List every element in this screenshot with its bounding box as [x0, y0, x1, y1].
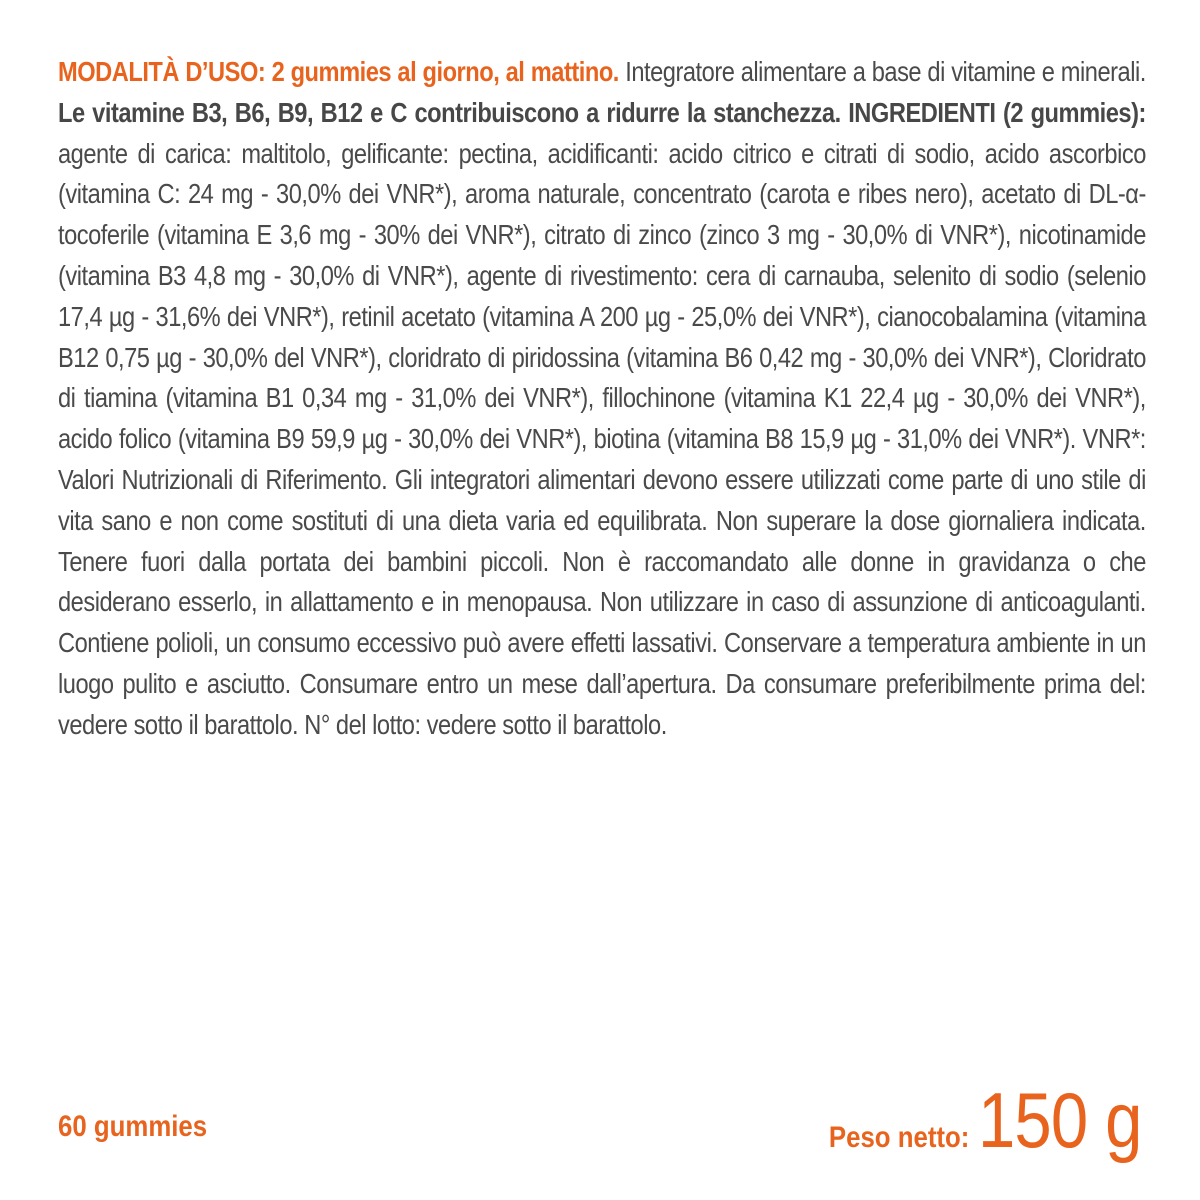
net-weight-label: Peso netto: [829, 1121, 970, 1154]
usage-heading: MODALITÀ D’USO: 2 gummies al giorno, al mattino. [58, 56, 619, 87]
gummies-count: 60 gummies [58, 1110, 208, 1143]
ingredients-text: agente di carica: maltitolo, gelificante: pectina, acidificanti: acido citrico e citrati di sodio, acido ascorbico (vitamina C: 24 mg - 30,0% dei VNR*), aroma naturale, concentrato (carota e ribes nero), acetato di DL-α-tocoferile (vitamina E 3,6 mg - 30% dei VNR*), citrato di zinco (zinco 3 mg - 30,0% di VNR*), nicotinamide (vitamina B3 4,8 mg - 30,0% di VNR*), agente di rivestimento: cera di carnauba, selenito di sodio (selenio 17,4 µg - 31,6% dei VNR*), retinil acetato (vitamina A 200 µg - 25,0% dei VNR*), cianocobalamina (vitamina B12 0,75 µg - 30,0% del VNR*), cloridrato di piridossina (vitamina B6 0,42 mg - 30,0% dei VNR*), Cloridrato di tiamina (vitamina B1 0,34 mg - 31,0% dei VNR*), fillochinone (vitamina K1 22,4 µg - 30,0% dei VNR*), acido folico (vitamina B9 59,9 µg - 30,0% dei VNR*), biotina (vitamina B8 15,9 µg - 31,0% dei VNR*). VNR*: Valori Nutrizionali di Riferimento. Gli integratori alimentari devono essere utilizzati come parte di uno stile di vita sano e non come sostituti di una dieta varia ed equilibrata. Non superare la dose giornaliera indicata. Tenere fuori dalla portata dei bambini piccoli. Non è raccomandato alle donne in gravidanza o che desiderano esserlo, in allattamento e in menopausa. Non utilizzare in caso di assunzione di anticoagulanti. Contiene polioli, un consumo eccessivo può avere effetti lassativi. Conservare a temperatura ambiente in un luogo pulito e asciutto. Consumare entro un mese dall’apertura. Da consumare preferibilmente prima del: vedere sotto il barattolo. N° del lotto: vedere sotto il barattolo. [58, 137, 1146, 740]
claim-text: Le vitamine B3, B6, B9, B12 e C contribuiscono a ridurre la stanchezza. INGREDIENTI (2 gummies): [58, 96, 1146, 128]
net-weight-value: 150 g [978, 1076, 1142, 1164]
net-weight [829, 1076, 1142, 1164]
label-text-block [58, 52, 1146, 746]
intro-text: Integratore alimentare a base di vitamine e minerali. [618, 56, 1146, 87]
